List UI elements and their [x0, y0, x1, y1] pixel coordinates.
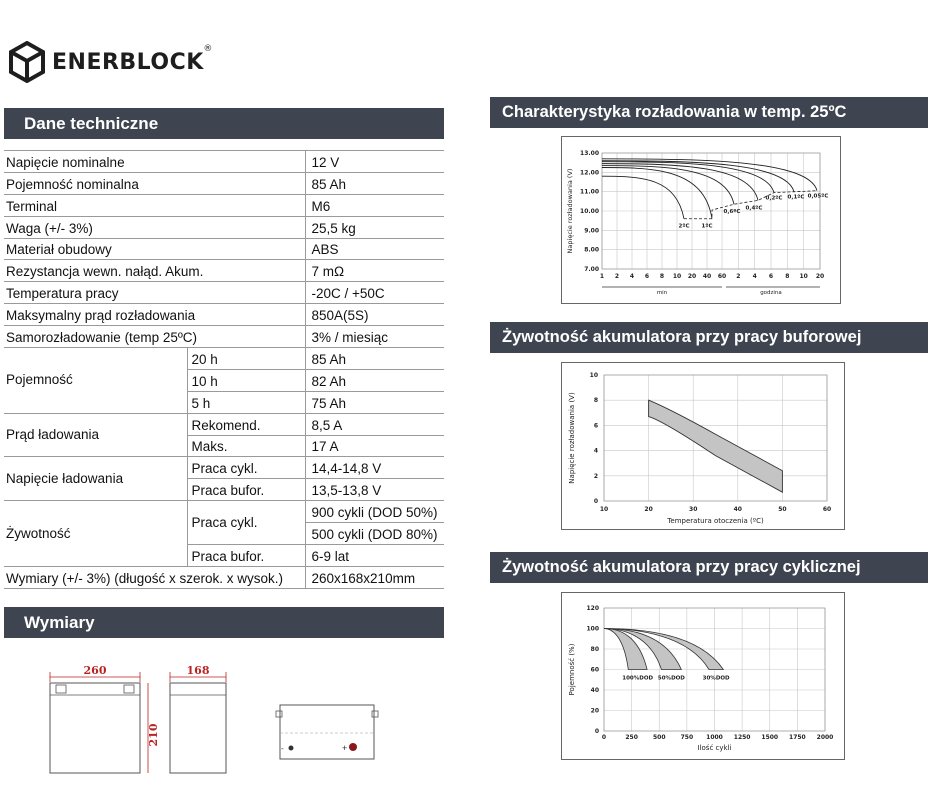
- spec-row: [4, 194, 444, 216]
- spec-row: [4, 348, 444, 370]
- cube-logo-icon: [8, 41, 46, 83]
- series-label: 0,6ºC: [723, 209, 741, 216]
- section-discharge: Charakterystyka rozładowania w temp. 25ºC: [490, 97, 928, 128]
- section-dimensions: Wymiary: [4, 607, 444, 638]
- height-label: 210: [147, 723, 160, 747]
- life-label: Żywotność: [4, 501, 187, 567]
- x-tick-label: 60: [717, 273, 727, 280]
- spec-value: 8,5 A: [305, 413, 444, 435]
- spec-value: 850A(5S): [305, 304, 444, 326]
- y-tick-label: 0: [593, 498, 598, 505]
- spec-value: 6-9 lat: [305, 545, 444, 567]
- spec-row: [4, 282, 444, 304]
- discharge-curve: [602, 161, 794, 192]
- spec-value: 85 Ah: [305, 172, 444, 194]
- spec-value: 14,4-14,8 V: [305, 457, 444, 479]
- series-label: 100%DOD: [622, 675, 654, 682]
- x-tick-label: 2: [736, 273, 741, 280]
- spec-row: [4, 326, 444, 348]
- series-label: 0,1ºC: [787, 194, 805, 201]
- spec-row: [4, 172, 444, 194]
- spec-row: [4, 566, 444, 588]
- cyclic-chart: [561, 592, 845, 760]
- spec-label: Samorozładowanie (temp 25ºC): [4, 326, 305, 348]
- brand-name: ENERBLOCK ®: [52, 43, 213, 75]
- spec-label: Napięcie nominalne: [4, 151, 305, 173]
- spec-value: 3% / miesiąc: [305, 326, 444, 348]
- y-tick-label: 60: [590, 666, 599, 674]
- dimension-drawings: [40, 655, 400, 780]
- spec-row: [4, 413, 444, 435]
- x-tick-label: 40: [733, 506, 742, 513]
- spec-row: [4, 151, 444, 173]
- spec-sublabel: Praca bufor.: [187, 479, 305, 501]
- series-label: 2ºC: [678, 223, 690, 230]
- x-tick-label: 60: [822, 506, 832, 513]
- spec-label: Maksymalny prąd rozładowania: [4, 304, 305, 326]
- y-axis-label: Pojemność (%): [568, 643, 576, 696]
- svg-text:+: +: [342, 743, 348, 753]
- x-tick-label: 20: [687, 273, 697, 280]
- discharge-curve: [602, 166, 734, 205]
- x-tick-label: 750: [680, 734, 694, 741]
- y-tick-label: 10.00: [580, 208, 599, 215]
- spec-row: [4, 260, 444, 282]
- spec-value: ABS: [305, 238, 444, 260]
- y-tick-label: 10: [589, 372, 598, 379]
- spec-value: 500 cykli (DOD 80%): [305, 523, 444, 545]
- spec-sublabel: Praca cykl.: [187, 501, 305, 545]
- spec-value: 900 cykli (DOD 50%): [305, 501, 444, 523]
- x-tick-label: 10: [799, 273, 808, 280]
- spec-label: Rezystancja wewn. nałąd. Akum.: [4, 260, 305, 282]
- y-tick-label: 6: [593, 422, 598, 430]
- x-tick-label: 30: [689, 506, 698, 513]
- x-tick-label: 2: [614, 273, 620, 280]
- negative-terminal-icon: [289, 746, 294, 751]
- y-axis-label: Napięcie rozładowania (V): [566, 168, 574, 254]
- spec-value: 25,5 kg: [305, 216, 444, 238]
- spec-sublabel: 20 h: [187, 348, 305, 370]
- spec-value: 260x168x210mm: [305, 566, 444, 588]
- life-band: [649, 400, 783, 492]
- series-label: 0,2ºC: [765, 195, 783, 202]
- x-tick-label: 500: [652, 734, 666, 741]
- spec-table: [4, 150, 444, 589]
- cyclic-chart-svg: [562, 593, 844, 759]
- top-view-drawing: [276, 705, 378, 759]
- front-view-drawing: [50, 664, 160, 773]
- spec-value: 85 Ah: [305, 348, 444, 370]
- spec-value: -20C / +50C: [305, 282, 444, 304]
- y-tick-label: 120: [586, 605, 599, 612]
- spec-label: Waga (+/- 3%): [4, 216, 305, 238]
- width-label: 168: [186, 664, 210, 677]
- spec-label: Wymiary (+/- 3%) (długość x szerok. x wysok.): [4, 566, 305, 588]
- length-label: 260: [83, 664, 107, 677]
- y-tick-label: 20: [590, 707, 599, 715]
- y-tick-label: 40: [590, 687, 599, 694]
- x-tick-label: 10: [672, 273, 682, 280]
- x-tick-label: 1: [599, 273, 605, 280]
- y-tick-label: 8.00: [584, 246, 599, 254]
- x-tick-label: 50: [778, 506, 787, 513]
- y-tick-label: 12.00: [580, 169, 599, 177]
- x-unit-min: min: [656, 290, 668, 296]
- charge-voltage-label: Napięcie ładowania: [4, 457, 187, 501]
- side-view-drawing: [170, 664, 226, 773]
- x-tick-label: 4: [629, 273, 635, 280]
- series-label: 50%DOD: [657, 675, 685, 682]
- discharge-curve: [602, 176, 684, 219]
- series-label: 1ºC: [701, 223, 713, 230]
- y-tick-label: 9.00: [584, 227, 599, 235]
- spec-sublabel: Rekomend.: [187, 413, 305, 435]
- spec-row: [4, 216, 444, 238]
- x-tick-label: 40: [702, 273, 712, 280]
- capacity-label: Pojemność: [4, 348, 187, 414]
- spec-value: 12 V: [305, 151, 444, 173]
- series-label: 0,4ºC: [745, 205, 763, 212]
- y-tick-label: 100: [586, 625, 599, 633]
- positive-terminal-icon: [349, 743, 357, 751]
- spec-value: 13,5-13,8 V: [305, 479, 444, 501]
- x-tick-label: 10: [599, 506, 609, 513]
- spec-label: Pojemność nominalna: [4, 172, 305, 194]
- discharge-chart: [561, 136, 841, 304]
- svg-text:-: -: [281, 744, 284, 753]
- x-tick-label: 0: [601, 734, 607, 741]
- section-standby: Żywotność akumulatora przy pracy buforowej: [490, 322, 928, 353]
- x-tick-label: 20: [644, 506, 653, 513]
- spec-sublabel: Praca cykl.: [187, 457, 305, 479]
- standby-chart: [561, 362, 845, 530]
- x-tick-label: 1500: [761, 734, 779, 741]
- spec-sublabel: Praca bufor.: [187, 545, 305, 567]
- standby-chart-svg: [562, 363, 844, 529]
- y-tick-label: 7.00: [584, 266, 599, 273]
- x-tick-label: 1750: [789, 734, 806, 741]
- x-tick-label: 6: [768, 273, 774, 280]
- x-axis-label: Ilość cykli: [697, 744, 732, 752]
- x-axis-label: Temperatura otoczenia (ºC): [667, 517, 764, 525]
- x-unit-h: godzina: [760, 290, 782, 296]
- spec-value: 17 A: [305, 435, 444, 457]
- x-tick-label: 6: [644, 273, 650, 280]
- y-tick-label: 13.00: [580, 150, 599, 157]
- spec-row: [4, 457, 444, 479]
- spec-label: Materiał obudowy: [4, 238, 305, 260]
- x-tick-label: 4: [752, 273, 757, 280]
- brand-logo: [8, 40, 213, 84]
- series-label: 30%DOD: [702, 675, 730, 682]
- x-tick-label: 20: [815, 273, 825, 280]
- x-tick-label: 8: [785, 273, 790, 280]
- spec-value: 75 Ah: [305, 391, 444, 413]
- y-tick-label: 8: [593, 397, 598, 405]
- spec-table-body: [4, 151, 444, 589]
- x-tick-label: 1000: [706, 734, 723, 741]
- spec-row: [4, 238, 444, 260]
- discharge-chart-svg: [562, 137, 840, 303]
- x-tick-label: 250: [625, 734, 638, 741]
- spec-value: 7 mΩ: [305, 260, 444, 282]
- y-axis-label: Napięcie rozładowania (V): [568, 392, 576, 484]
- x-tick-label: 1250: [733, 734, 751, 741]
- section-cyclic: Żywotność akumulatora przy pracy cyklicznej: [490, 552, 928, 583]
- series-label: 0,05ºC: [807, 193, 829, 200]
- spec-value: 82 Ah: [305, 369, 444, 391]
- x-tick-label: 8: [659, 273, 665, 280]
- spec-value: M6: [305, 194, 444, 216]
- y-tick-label: 0: [594, 728, 599, 735]
- spec-sublabel: Maks.: [187, 435, 305, 457]
- section-tech: Dane techniczne: [4, 108, 444, 139]
- spec-label: Terminal: [4, 194, 305, 216]
- charge-current-label: Prąd ładowania: [4, 413, 187, 457]
- spec-sublabel: 5 h: [187, 391, 305, 413]
- spec-row: [4, 501, 444, 523]
- y-tick-label: 80: [590, 646, 599, 653]
- y-tick-label: 11.00: [580, 188, 599, 196]
- spec-row: [4, 304, 444, 326]
- spec-label: Temperatura pracy: [4, 282, 305, 304]
- x-tick-label: 2000: [816, 734, 834, 741]
- spec-sublabel: 10 h: [187, 369, 305, 391]
- y-tick-label: 2: [593, 472, 598, 480]
- y-tick-label: 4: [593, 447, 598, 455]
